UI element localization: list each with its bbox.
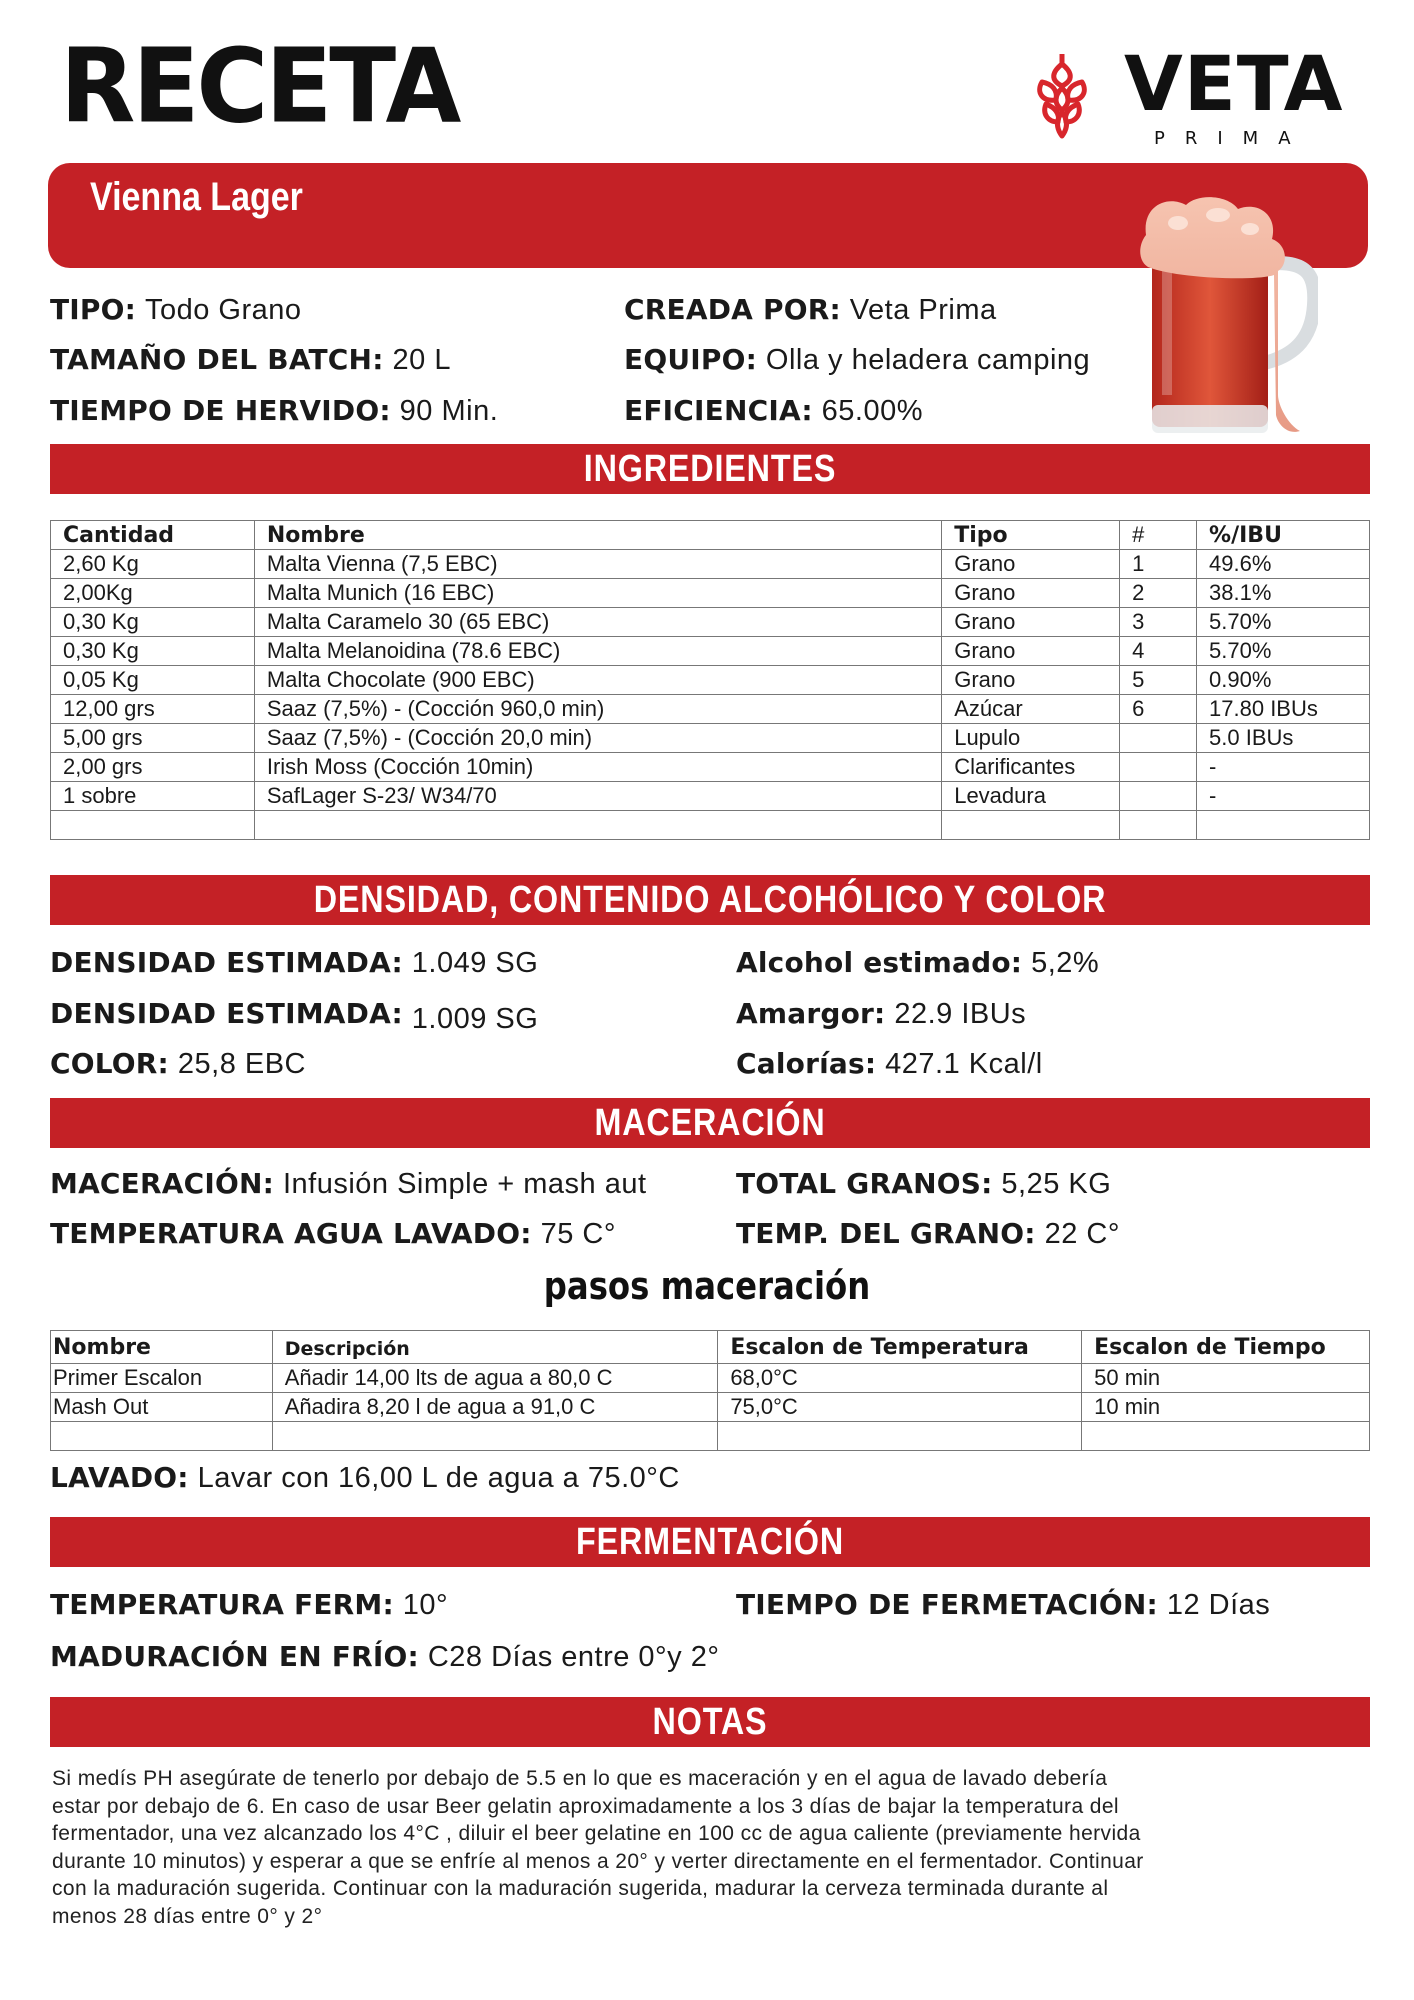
mash-step-row-cell: 75,0°C — [718, 1393, 1082, 1422]
ingredient-row — [51, 811, 1370, 840]
mash-steps-table — [50, 1330, 1370, 1451]
tipo-value: Todo Grano — [144, 294, 302, 326]
mash-step-row-cell: Añadira 8,20 l de agua a 91,0 C — [272, 1393, 718, 1422]
col-porcentaje-ibu: %/IBU — [1197, 521, 1370, 550]
col-nombre: Nombre — [254, 521, 941, 550]
total-granos-label: TOTAL GRANOS: — [736, 1167, 993, 1200]
alcohol-label: Alcohol estimado: — [736, 946, 1023, 979]
ingredient-row-cell: 5,00 grs — [51, 724, 255, 753]
color-label: COLOR: — [50, 1047, 169, 1080]
temp-ferm-field — [50, 1588, 449, 1621]
ingredient-row-cell — [254, 811, 941, 840]
ingredient-row-cell: 2,00Kg — [51, 579, 255, 608]
ingredient-row-cell: 0,30 Kg — [51, 637, 255, 666]
ingredient-row-cell — [1197, 811, 1370, 840]
ingredient-row-cell: Grano — [942, 550, 1120, 579]
hervido-field — [50, 394, 499, 427]
densidad-final-field — [50, 997, 539, 1035]
col-step-tiempo: Escalon de Tiempo — [1082, 1331, 1370, 1364]
brand-logo — [1012, 39, 1352, 156]
ingredient-row — [51, 579, 1370, 608]
densidad-final-label: DENSIDAD ESTIMADA: — [50, 997, 403, 1030]
alcohol-value: 5,2% — [1031, 947, 1100, 979]
ingredient-row-cell: Clarificantes — [942, 753, 1120, 782]
mash-step-row — [51, 1364, 1370, 1393]
mash-step-row-cell: 10 min — [1082, 1393, 1370, 1422]
ingredient-row-cell: - — [1197, 753, 1370, 782]
creada-field — [624, 293, 997, 326]
ingredient-row-cell: 5.70% — [1197, 637, 1370, 666]
tipo-field — [50, 293, 302, 326]
col-step-descripcion: Descripción — [272, 1331, 718, 1364]
temp-grano-label: TEMP. DEL GRANO: — [736, 1217, 1036, 1250]
ingredient-row-cell: 4 — [1120, 637, 1197, 666]
densidad-title: DENSIDAD, CONTENIDO ALCOHÓLICO Y COLOR — [313, 879, 1107, 921]
ingredient-row-cell: 5 — [1120, 666, 1197, 695]
page-title: RECETA — [60, 27, 459, 147]
ingredient-row-cell: 2,00 grs — [51, 753, 255, 782]
total-granos-value: 5,25 KG — [1001, 1168, 1112, 1200]
ingredient-row-cell: Malta Chocolate (900 EBC) — [254, 666, 941, 695]
mash-step-row — [51, 1422, 1370, 1451]
maceracion-section-header — [50, 1098, 1370, 1148]
col-step-temperatura: Escalon de Temperatura — [718, 1331, 1082, 1364]
calorias-field — [736, 1047, 1043, 1080]
eficiencia-value: 65.00% — [821, 395, 924, 427]
temp-grano-value: 22 C° — [1044, 1218, 1120, 1250]
ingredient-row-cell — [1120, 753, 1197, 782]
densidad-inicial-value: 1.049 SG — [411, 947, 539, 979]
ingredient-row-cell: Grano — [942, 579, 1120, 608]
ingredient-row-cell: Saaz (7,5%) - (Cocción 960,0 min) — [254, 695, 941, 724]
calorias-value: 427.1 Kcal/l — [885, 1048, 1043, 1080]
notas-title: NOTAS — [652, 1701, 768, 1743]
ingredient-row-cell: Grano — [942, 637, 1120, 666]
ingredient-row-cell: 5.70% — [1197, 608, 1370, 637]
maceracion-field — [50, 1167, 647, 1200]
batch-label: TAMAÑO DEL BATCH: — [50, 343, 384, 376]
mash-step-row — [51, 1393, 1370, 1422]
maceracion-label: MACERACIÓN: — [50, 1167, 275, 1200]
notas-section-header — [50, 1697, 1370, 1747]
ingredient-row-cell: Malta Vienna (7,5 EBC) — [254, 550, 941, 579]
ingredients-header-row — [51, 521, 1370, 550]
recipe-name: Vienna Lager — [90, 175, 303, 219]
eficiencia-label: EFICIENCIA: — [624, 394, 813, 427]
equipo-label: EQUIPO: — [624, 343, 758, 376]
densidad-section-header — [50, 875, 1370, 925]
ingredient-row — [51, 666, 1370, 695]
calorias-label: Calorías: — [736, 1047, 877, 1080]
mash-step-row-cell: 50 min — [1082, 1364, 1370, 1393]
ingredient-row-cell: Saaz (7,5%) - (Cocción 20,0 min) — [254, 724, 941, 753]
ingredient-row-cell: 0.90% — [1197, 666, 1370, 695]
ingredient-row-cell: Malta Caramelo 30 (65 EBC) — [254, 608, 941, 637]
ingredient-row — [51, 695, 1370, 724]
ingredient-row-cell: 12,00 grs — [51, 695, 255, 724]
densidad-inicial-label: DENSIDAD ESTIMADA: — [50, 946, 403, 979]
tiempo-ferm-field — [736, 1588, 1271, 1621]
amargor-value: 22.9 IBUs — [894, 998, 1027, 1030]
ingredient-row-cell: Lupulo — [942, 724, 1120, 753]
mash-step-row-cell — [1082, 1422, 1370, 1451]
ingredient-row-cell: Grano — [942, 608, 1120, 637]
ingredient-row-cell: 6 — [1120, 695, 1197, 724]
ingredient-row — [51, 753, 1370, 782]
ingredient-row — [51, 637, 1370, 666]
ingredient-row-cell: 17.80 IBUs — [1197, 695, 1370, 724]
creada-value: Veta Prima — [849, 294, 997, 326]
maduracion-label: MADURACIÓN EN FRÍO: — [50, 1640, 419, 1673]
alcohol-field — [736, 946, 1100, 979]
col-numero: # — [1120, 521, 1197, 550]
fermentacion-section-header — [50, 1517, 1370, 1567]
creada-label: CREADA POR: — [624, 293, 841, 326]
temp-ferm-value: 10° — [402, 1589, 449, 1621]
tipo-label: TIPO: — [50, 293, 137, 326]
amargor-field — [736, 997, 1027, 1030]
ingredient-row-cell — [51, 811, 255, 840]
maceracion-title: MACERACIÓN — [594, 1102, 826, 1144]
tiempo-ferm-label: TIEMPO DE FERMETACIÓN: — [736, 1588, 1158, 1621]
ingredient-row-cell: 0,30 Kg — [51, 608, 255, 637]
densidad-final-value: 1.009 SG — [411, 1003, 539, 1035]
mash-steps-header-row — [51, 1331, 1370, 1364]
ingredient-row-cell — [942, 811, 1120, 840]
ingredientes-title: INGREDIENTES — [583, 448, 837, 490]
hervido-label: TIEMPO DE HERVIDO: — [50, 394, 391, 427]
equipo-field — [624, 343, 1091, 376]
temp-agua-lavado-label: TEMPERATURA AGUA LAVADO: — [50, 1217, 532, 1250]
ingredients-table — [50, 520, 1370, 840]
ingredient-row-cell: 49.6% — [1197, 550, 1370, 579]
col-tipo: Tipo — [942, 521, 1120, 550]
ingredient-row-cell: Irish Moss (Cocción 10min) — [254, 753, 941, 782]
ingredientes-section-header — [50, 444, 1370, 494]
ingredient-row-cell: 2,60 Kg — [51, 550, 255, 579]
temp-agua-lavado-value: 75 C° — [540, 1218, 616, 1250]
ingredient-row — [51, 782, 1370, 811]
temp-agua-lavado-field — [50, 1217, 616, 1250]
ingredient-row-cell: 38.1% — [1197, 579, 1370, 608]
ingredient-row-cell: 5.0 IBUs — [1197, 724, 1370, 753]
ingredient-row-cell — [1120, 724, 1197, 753]
ingredient-row-cell — [1120, 811, 1197, 840]
color-field — [50, 1047, 307, 1080]
hervido-value: 90 Min. — [399, 395, 499, 427]
col-step-nombre: Nombre — [51, 1331, 273, 1364]
beer-mug-image — [1138, 195, 1318, 440]
lavado-value: Lavar con 16,00 L de agua a 75.0°C — [197, 1462, 680, 1494]
densidad-inicial-field — [50, 946, 539, 979]
lavado-label: LAVADO: — [50, 1461, 189, 1494]
ingredient-row-cell — [1120, 782, 1197, 811]
ingredient-row-cell: 1 sobre — [51, 782, 255, 811]
pasos-maceracion-title: pasos maceración — [543, 1264, 871, 1308]
ingredient-row-cell: 3 — [1120, 608, 1197, 637]
eficiencia-field — [624, 394, 924, 427]
maceracion-value: Infusión Simple + mash aut — [282, 1168, 647, 1200]
col-cantidad: Cantidad — [51, 521, 255, 550]
mash-step-row-cell — [718, 1422, 1082, 1451]
color-value: 25,8 EBC — [177, 1048, 307, 1080]
mash-step-row-cell: Mash Out — [51, 1393, 273, 1422]
fermentacion-title: FERMENTACIÓN — [576, 1521, 844, 1563]
ingredient-row-cell: 1 — [1120, 550, 1197, 579]
ingredient-row-cell: 0,05 Kg — [51, 666, 255, 695]
ingredient-row — [51, 724, 1370, 753]
ingredient-row — [51, 608, 1370, 637]
ingredient-row-cell: - — [1197, 782, 1370, 811]
notas-text: Si medís PH asegúrate de tenerlo por debajo de 5.5 en lo que es maceración y en el agua de lavado debería estar por debajo de 6. En caso de usar Beer gelatin aproximadamente a los 3 días de bajar la temperatura del fermentador, una vez alcanzado los 4°C , diluir el beer gelatine en 100 cc de agua caliente (previamente hervida durante 10 minutos) y esperar a que se enfríe al menos a 20° y verter directamente en el fermentador. Continuar con la maduración sugerida. Continuar con la maduración sugerida, madurar la cerveza terminada durante al menos 28 días entre 0° y 2° — [52, 1767, 1144, 1928]
tiempo-ferm-value: 12 Días — [1166, 1589, 1271, 1621]
temp-ferm-label: TEMPERATURA FERM: — [50, 1588, 394, 1621]
batch-field — [50, 343, 451, 376]
maduracion-field — [50, 1640, 720, 1673]
ingredient-row-cell: SafLager S-23/ W34/70 — [254, 782, 941, 811]
mash-step-row-cell — [51, 1422, 273, 1451]
ingredient-row-cell: Azúcar — [942, 695, 1120, 724]
equipo-value: Olla y heladera camping — [765, 344, 1091, 376]
batch-value: 20 L — [392, 344, 451, 376]
ingredient-row-cell: Malta Melanoidina (78.6 EBC) — [254, 637, 941, 666]
logo-subtitle: PRIMA — [1154, 128, 1311, 149]
ingredient-row-cell: Levadura — [942, 782, 1120, 811]
total-granos-field — [736, 1167, 1112, 1200]
ingredient-row-cell: Grano — [942, 666, 1120, 695]
lavado-field — [50, 1461, 680, 1494]
mash-step-row-cell: Añadir 14,00 lts de agua a 80,0 C — [272, 1364, 718, 1393]
mash-step-row-cell: 68,0°C — [718, 1364, 1082, 1393]
temp-grano-field — [736, 1217, 1120, 1250]
maduracion-value: C28 Días entre 0°y 2° — [427, 1641, 720, 1673]
logo-wordmark: VETA — [1124, 39, 1344, 128]
ingredient-row-cell: 2 — [1120, 579, 1197, 608]
mash-step-row-cell — [272, 1422, 718, 1451]
ingredient-row — [51, 550, 1370, 579]
mash-step-row-cell: Primer Escalon — [51, 1364, 273, 1393]
hop-icon — [1012, 46, 1112, 146]
ingredient-row-cell: Malta Munich (16 EBC) — [254, 579, 941, 608]
amargor-label: Amargor: — [736, 997, 886, 1030]
